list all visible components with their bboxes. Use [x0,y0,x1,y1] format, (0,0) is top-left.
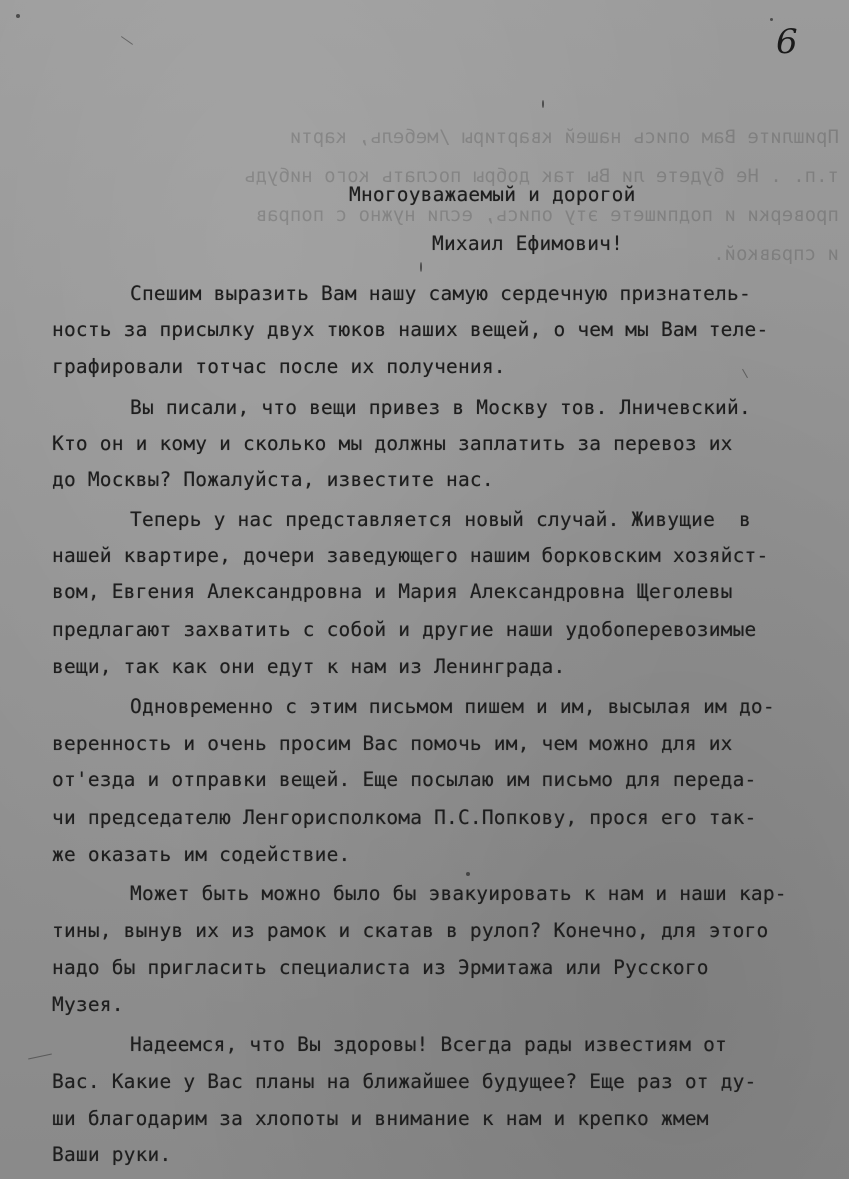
body-line: Вы писали, что вещи привез в Москву тов. Лничевский. [130,396,751,419]
paper-scratch [121,36,133,45]
bleed-line: т.п. . Не будете ли Вы так добры послать кого нибудь [244,165,839,187]
paper-speck [542,100,544,108]
paper-scratch [742,369,748,378]
body-line: вом, Евгения Александровна и Мария Александровна Щеголевы [52,580,733,603]
body-line: Спешим выразить Вам нашу самую сердечную признатель- [130,282,751,305]
body-line: вещи, так как они едут к нам из Ленинграда. [52,655,566,678]
body-line: Кто он и кому и сколько мы должны заплатить за перевоз их [52,432,733,455]
greeting-line-1: Многоуважаемый и дорогой [349,183,636,206]
body-line: веренность и очень просим Вас помочь им, чем можно для их [52,732,733,755]
body-line: же оказать им содействие. [52,843,351,866]
body-line: Ваши руки. [52,1143,172,1166]
body-line: до Москвы? Пожалуйста, известите нас. [52,468,494,491]
bleed-line: Пришлите Вам опись нашей квартиры /мебель, карти [289,126,839,148]
body-line: предлагают захватить с собой и другие наши удобоперевозимые [52,618,757,641]
paper-speck [770,18,773,21]
paper-scratch [28,1054,52,1060]
body-line: Одновременно с этим письмом пишем и им, высылая им до- [130,695,775,718]
body-line: нашей квартире, дочери заведующего нашим борковским хозяйст- [52,544,769,567]
bleed-line: и справкой. [713,243,839,265]
paper-speck [466,872,470,876]
body-line: Может быть можно было бы эвакуировать к нам и наши кар- [130,882,787,905]
body-line: от'езда и отправки вещей. Еще посылаю им письмо для переда- [52,768,757,791]
body-line: графировали тотчас после их получения. [52,355,506,378]
body-line: чи председателю Ленгорисполкома П.С.Попкову, прося его так- [52,806,757,829]
greeting-line-2: Михаил Ефимович! [432,232,624,255]
body-line: надо бы пригласить специалиста из Эрмитажа или Русского [52,956,709,979]
body-line: Теперь у нас представляется новый случай. Живущие в [130,508,751,531]
bleed-line: проверки и подпишете эту опись, если нужно с поправ [255,204,839,226]
body-line: Музея. [52,993,124,1016]
page-number: 6 [776,22,798,62]
paper-speck [420,262,422,272]
body-line: Надеемся, что Вы здоровы! Всегда рады известиям от [130,1033,727,1056]
body-line: ши благодарим за хлопоты и внимание к нам и крепко жмем [52,1107,709,1130]
body-line: тины, вынув их из рамок и скатав в рулоп? Конечно, для этого [52,919,769,942]
body-line: ность за присылку двух тюков наших вещей, о чем мы Вам теле- [52,318,769,341]
paper-speck [16,14,20,18]
body-line: Вас. Какие у Вас планы на ближайшее будущее? Еще раз от ду- [52,1070,757,1093]
